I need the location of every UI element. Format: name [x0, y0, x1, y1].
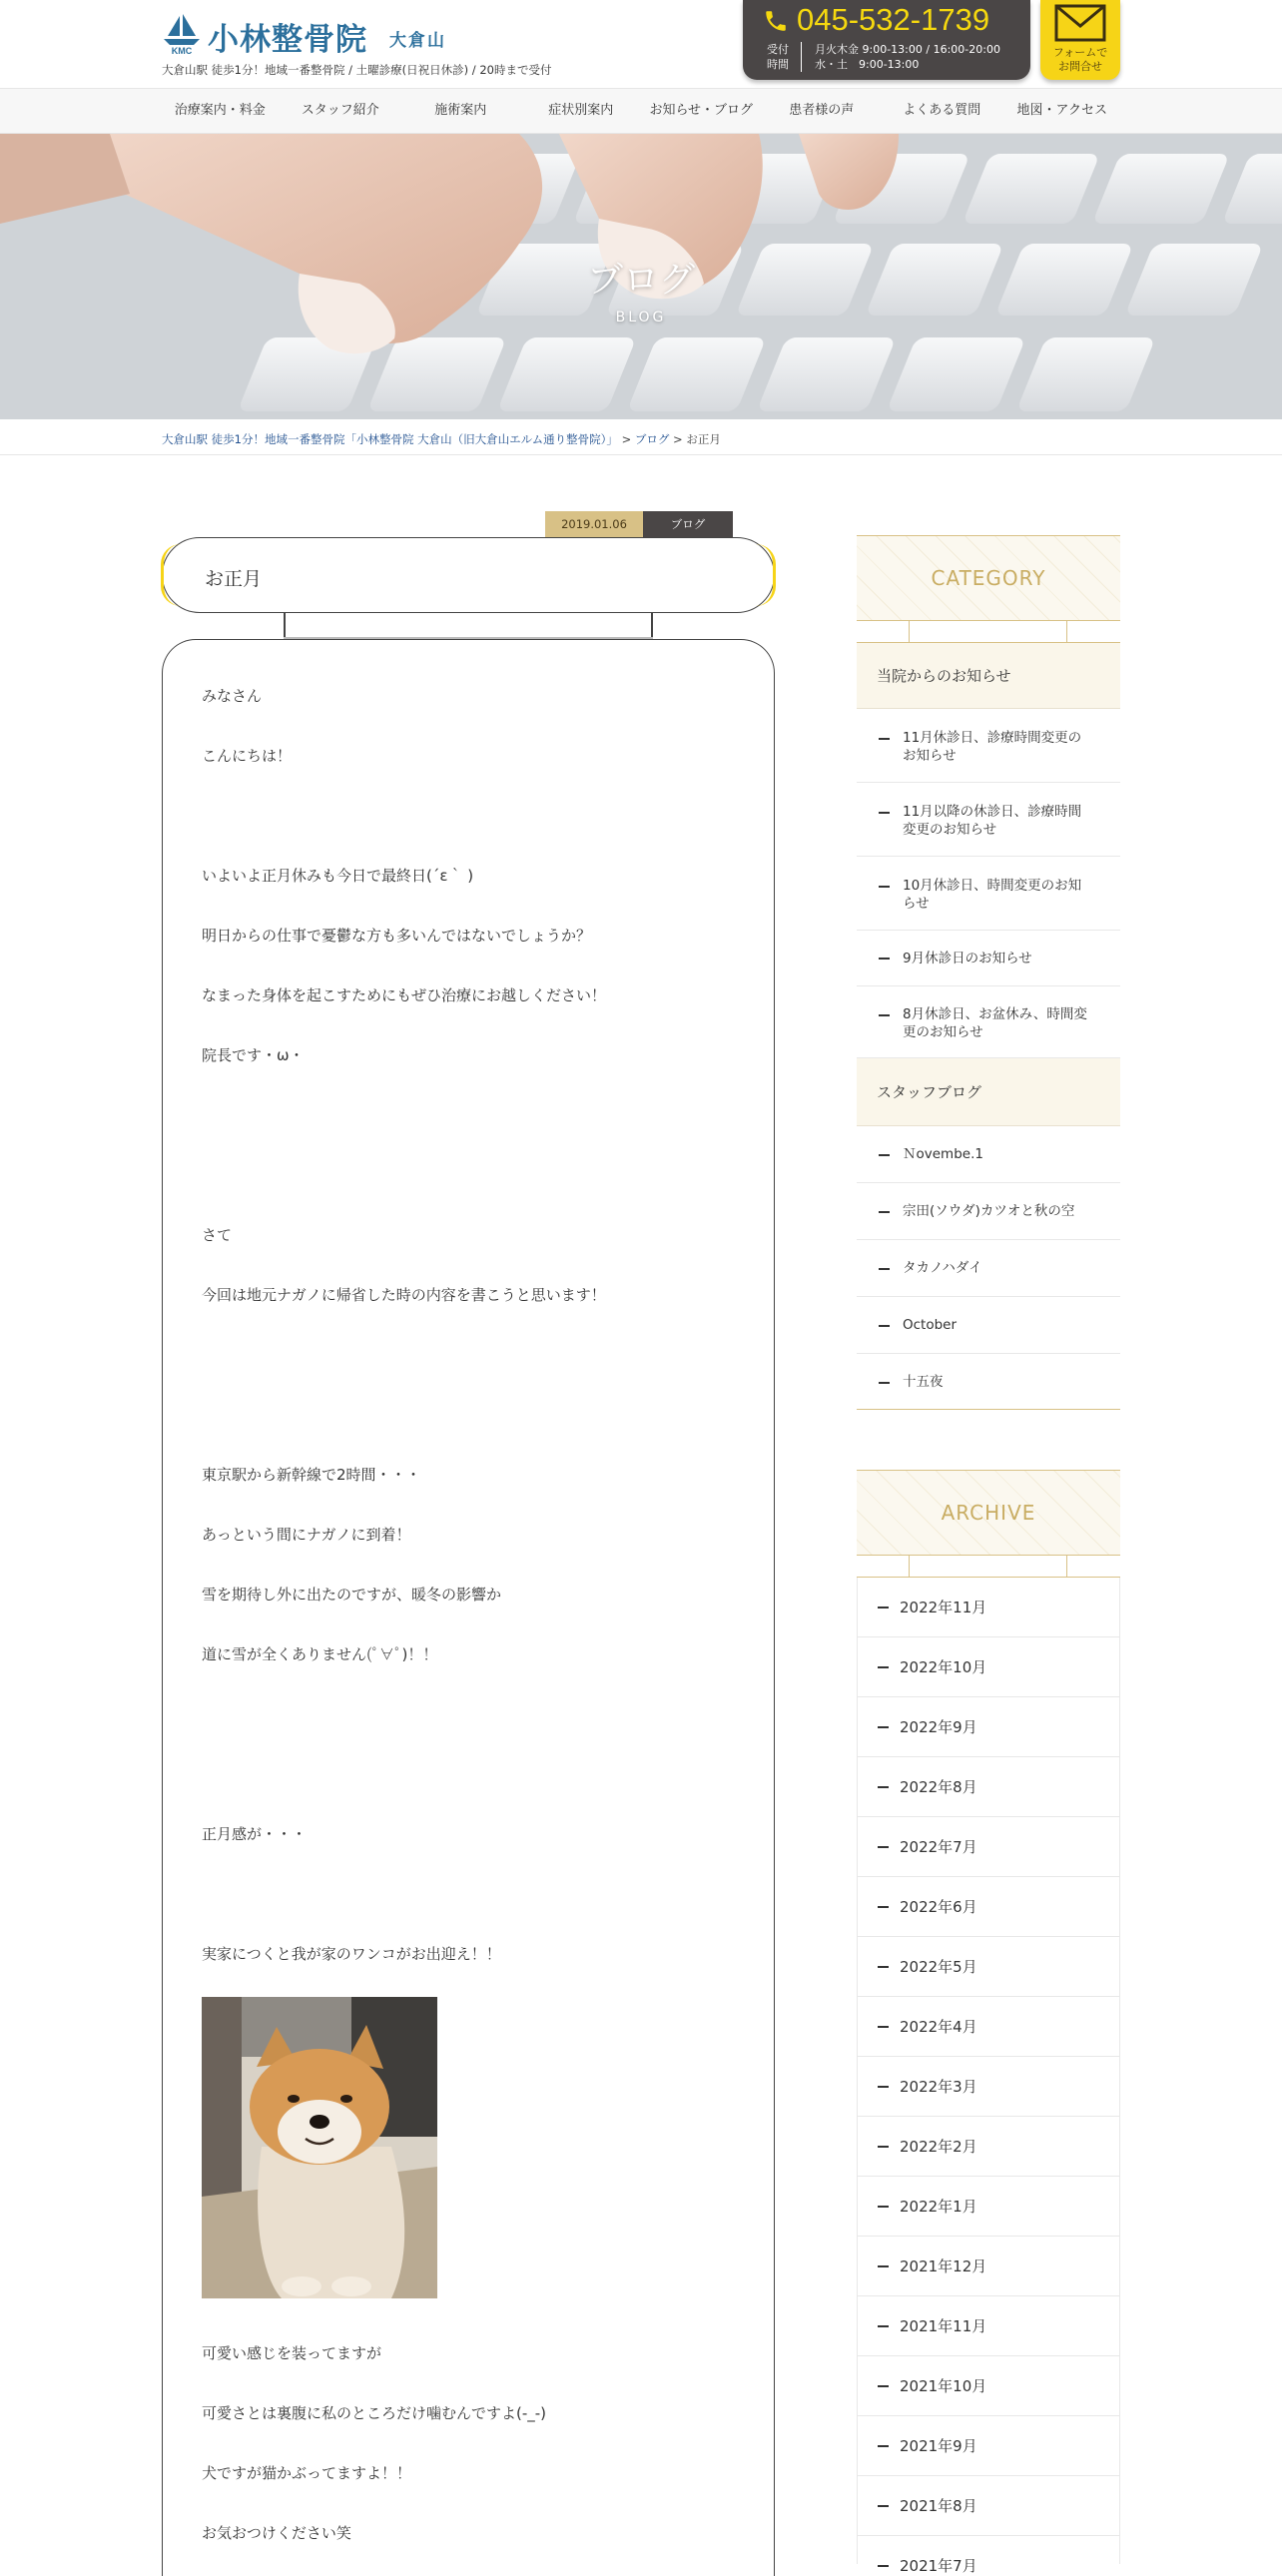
archive-month: 2022年11月 [900, 1599, 987, 1616]
shiba-dog-image [202, 1997, 437, 2298]
dash-icon [879, 1014, 890, 1016]
post-paragraph: 正月感が・・・ [202, 1825, 308, 1843]
post-link-line: 9月休診日のお知らせ [903, 951, 1032, 966]
hours-text [815, 42, 1000, 72]
mail-label-1: フォームで [1052, 46, 1108, 59]
category-post-link[interactable] [857, 1297, 1120, 1354]
category-group-staff-blog[interactable]: スタッフブログ [857, 1058, 1120, 1126]
archive-link[interactable] [857, 1697, 1120, 1757]
dash-icon [879, 1268, 890, 1270]
contact-form-button[interactable] [1040, 0, 1120, 80]
dash-icon [878, 1906, 889, 1908]
breadcrumb-sep: > [669, 432, 687, 446]
hours-divider [801, 42, 802, 72]
post-paragraph: あっという間にナガノに到着！ [202, 1526, 411, 1544]
archive-month: 2022年9月 [900, 1718, 977, 1736]
archive-link[interactable] [857, 1937, 1120, 1997]
breadcrumb-home[interactable]: 大倉山駅 徒歩1分！地域一番整骨院「小林整骨院 大倉山（旧大倉山エルム通り整骨院）」 [162, 432, 618, 446]
post-link-line: 十五夜 [903, 1374, 944, 1390]
post-paragraph: なまった身体を起こすためにもぜひ治療にお越しください！ [202, 986, 607, 1004]
dash-icon [879, 1325, 890, 1327]
dash-icon [878, 2565, 889, 2567]
nav-item-treatment-price[interactable]: 治療案内・料金 [174, 103, 266, 118]
phone-box[interactable] [743, 0, 1030, 80]
archive-link[interactable] [857, 2177, 1120, 2237]
post-paragraph: 雪を期待し外に出たのですが、暖冬の影響か [202, 1586, 502, 1604]
category-group-clinic-news[interactable]: 当院からのお知らせ [857, 643, 1120, 709]
dash-icon [878, 2265, 889, 2267]
archive-heading: ARCHIVE [941, 1501, 1036, 1525]
dash-icon [879, 812, 890, 814]
archive-month: 2022年6月 [900, 1898, 977, 1916]
post-link-line: 更のお知らせ [903, 1024, 983, 1040]
site-header [0, 0, 1282, 88]
archive-link[interactable] [857, 2416, 1120, 2476]
post-link-line: らせ [903, 896, 930, 912]
logo-sub: 大倉山 [389, 31, 446, 51]
post-paragraph: 道に雪が全くありません(ﾟ∀ﾟ)！！ [202, 1645, 438, 1663]
hours-label [767, 42, 789, 72]
breadcrumb-current: お正月 [686, 432, 721, 446]
category-heading-box [857, 535, 1120, 621]
archive-month: 2021年9月 [900, 2437, 977, 2455]
archive-link[interactable] [857, 2117, 1120, 2177]
hours-line-2: 水・土 9:00-13:00 [815, 58, 920, 71]
dash-icon [878, 2445, 889, 2447]
post-paragraph: 可愛い感じを装ってますが [202, 2344, 382, 2362]
archive-link[interactable] [857, 1757, 1120, 1817]
post-paragraph: 東京駅から新幹線で2時間・・・ [202, 1466, 421, 1484]
post-link-line: 11月以降の休診日、診療時間 [903, 804, 1082, 820]
archive-link[interactable] [857, 1578, 1120, 1637]
dash-icon [878, 1786, 889, 1788]
dog-photo [202, 1997, 437, 2298]
post-paragraph: いよいよ正月休みも今日で最終日(´ε｀ ) [202, 867, 474, 885]
post-paragraph: 今回は地元ナガノに帰省した時の内容を書こうと思います！ [202, 1286, 606, 1304]
archive-link[interactable] [857, 1817, 1120, 1877]
title-connector [284, 613, 286, 639]
archive-month: 2022年4月 [900, 2018, 977, 2036]
dash-icon [878, 2505, 889, 2507]
hero-title: ブログ [586, 260, 695, 301]
archive-link[interactable] [857, 1997, 1120, 2057]
category-post-link[interactable] [857, 1240, 1120, 1297]
dash-icon [878, 2385, 889, 2387]
nav-item-news-blog[interactable]: お知らせ・ブログ [649, 103, 754, 118]
hours-label-1: 受付 [767, 43, 789, 56]
nav-item-staff[interactable]: スタッフ紹介 [301, 103, 379, 118]
post-paragraph: さて [202, 1226, 233, 1244]
category-post-link[interactable] [857, 1354, 1120, 1410]
phone-icon [763, 8, 789, 34]
archive-link[interactable] [857, 2476, 1120, 2536]
post-link-line: タカノハダイ [903, 1260, 982, 1276]
contact-form-label [1040, 46, 1120, 74]
post-title-box [162, 537, 775, 613]
nav-item-testimonials[interactable]: 患者様の声 [789, 103, 855, 118]
post-paragraph: こんにちは！ [202, 747, 293, 765]
category-post-link[interactable] [857, 857, 1120, 931]
dash-icon [879, 1382, 890, 1384]
archive-month: 2021年8月 [900, 2497, 977, 2515]
category-heading-connector [857, 621, 1120, 643]
post-paragraph: みなさん [202, 687, 263, 705]
post-category[interactable]: ブログ [643, 511, 733, 537]
title-accent-right [756, 544, 776, 606]
post-paragraph: 明日からの仕事で憂鬱な方も多いんではないでしょうか？ [202, 927, 592, 945]
dash-icon [878, 1726, 889, 1728]
ship-logo-icon [160, 12, 204, 56]
archive-month: 2021年12月 [900, 2257, 987, 2275]
archive-link[interactable] [857, 1877, 1120, 1937]
archive-heading-connector [857, 1556, 1120, 1578]
breadcrumb [0, 419, 1282, 455]
hero-subtitle: BLOG [615, 310, 667, 325]
archive-link[interactable] [857, 2356, 1120, 2416]
archive-link[interactable] [857, 2057, 1120, 2117]
dash-icon [878, 1607, 889, 1609]
archive-month: 2022年10月 [900, 1658, 987, 1676]
archive-month: 2022年2月 [900, 2138, 977, 2156]
hours-line-1: 月火木金 9:00-13:00 / 16:00-20:00 [815, 43, 1000, 56]
category-post-link[interactable] [857, 709, 1120, 783]
dash-icon [878, 2206, 889, 2208]
post-link-line: 宗田(ソウダ)カツオと秋の空 [903, 1203, 1075, 1219]
title-connector [651, 613, 653, 639]
nav-item-faq[interactable]: よくある質問 [903, 103, 981, 118]
archive-month: 2022年7月 [900, 1838, 977, 1856]
nav-item-symptoms[interactable]: 症状別案内 [548, 103, 614, 118]
hero-banner [0, 134, 1282, 419]
post-link-line: 10月休診日、時間変更のお知 [903, 878, 1082, 894]
post-link-line: October [903, 1317, 958, 1333]
post-date: 2019.01.06 [545, 511, 643, 537]
global-nav [0, 88, 1282, 134]
post-paragraph: お気おつけください笑 [202, 2524, 351, 2542]
tagline: 大倉山駅 徒歩1分！地域一番整骨院 / 土曜診療(日祝日休診) / 20時まで受付 [162, 63, 552, 77]
breadcrumb-blog[interactable]: ブログ [634, 432, 670, 446]
title-accent-left [161, 544, 181, 606]
site-logo[interactable] [160, 12, 459, 60]
post-paragraph: 実家につくと我が家のワンコがお出迎え！！ [202, 1945, 501, 1963]
category-post-link[interactable] [857, 986, 1120, 1058]
dash-icon [879, 886, 890, 888]
post-link-line: 8月休診日、お盆休み、時間変 [903, 1006, 1087, 1022]
archive-link[interactable] [857, 2536, 1120, 2575]
dash-icon [878, 2325, 889, 2327]
post-link-line: お知らせ [903, 748, 957, 764]
archive-month: 2021年7月 [900, 2557, 977, 2575]
post-link-line: 11月休診日、診療時間変更の [903, 730, 1082, 746]
post-paragraph: 犬ですが猫かぶってますよ！！ [202, 2464, 412, 2482]
archive-month: 2022年3月 [900, 2078, 977, 2096]
archive-link[interactable] [857, 2296, 1120, 2356]
nav-item-access[interactable]: 地図・アクセス [1016, 103, 1108, 118]
post-paragraph: 可愛さとは裏腹に私のところだけ噛むんですよ(-_-) [202, 2404, 547, 2422]
archive-link[interactable] [857, 1637, 1120, 1697]
nav-item-procedures[interactable]: 施術案内 [434, 103, 487, 118]
hours-label-2: 時間 [767, 58, 789, 71]
phone-number[interactable]: 045-532-1739 [797, 2, 990, 37]
archive-link[interactable] [857, 2237, 1120, 2296]
dash-icon [879, 1211, 890, 1213]
logo-name: 小林整骨院 [208, 22, 367, 58]
category-post-link[interactable] [857, 783, 1120, 857]
archive-month: 2022年1月 [900, 2198, 977, 2216]
logo-mark-text: KMC [171, 46, 193, 56]
category-post-link[interactable] [857, 1126, 1120, 1183]
archive-month: 2022年8月 [900, 1778, 977, 1796]
dash-icon [879, 1154, 890, 1156]
category-post-link[interactable] [857, 931, 1120, 986]
dash-icon [878, 2086, 889, 2088]
dash-icon [878, 1846, 889, 1848]
mail-icon [1054, 4, 1106, 44]
dash-icon [878, 1666, 889, 1668]
archive-month: 2021年11月 [900, 2317, 987, 2335]
category-heading: CATEGORY [931, 566, 1046, 590]
dash-icon [879, 738, 890, 740]
post-link-line: Ｎovembe.1 [903, 1146, 983, 1162]
dash-icon [878, 1966, 889, 1968]
post-title: お正月 [205, 568, 263, 590]
dash-icon [878, 2026, 889, 2028]
category-post-link[interactable] [857, 1183, 1120, 1240]
post-paragraph: 院長です・ω・ [202, 1046, 305, 1064]
dash-icon [878, 2146, 889, 2148]
breadcrumb-sep: > [617, 432, 635, 446]
dash-icon [879, 958, 890, 960]
post-link-line: 変更のお知らせ [903, 822, 997, 838]
archive-month: 2022年5月 [900, 1958, 977, 1976]
archive-heading-box [857, 1470, 1120, 1556]
mail-label-2: お問合せ [1058, 60, 1102, 73]
archive-month: 2021年10月 [900, 2377, 987, 2395]
